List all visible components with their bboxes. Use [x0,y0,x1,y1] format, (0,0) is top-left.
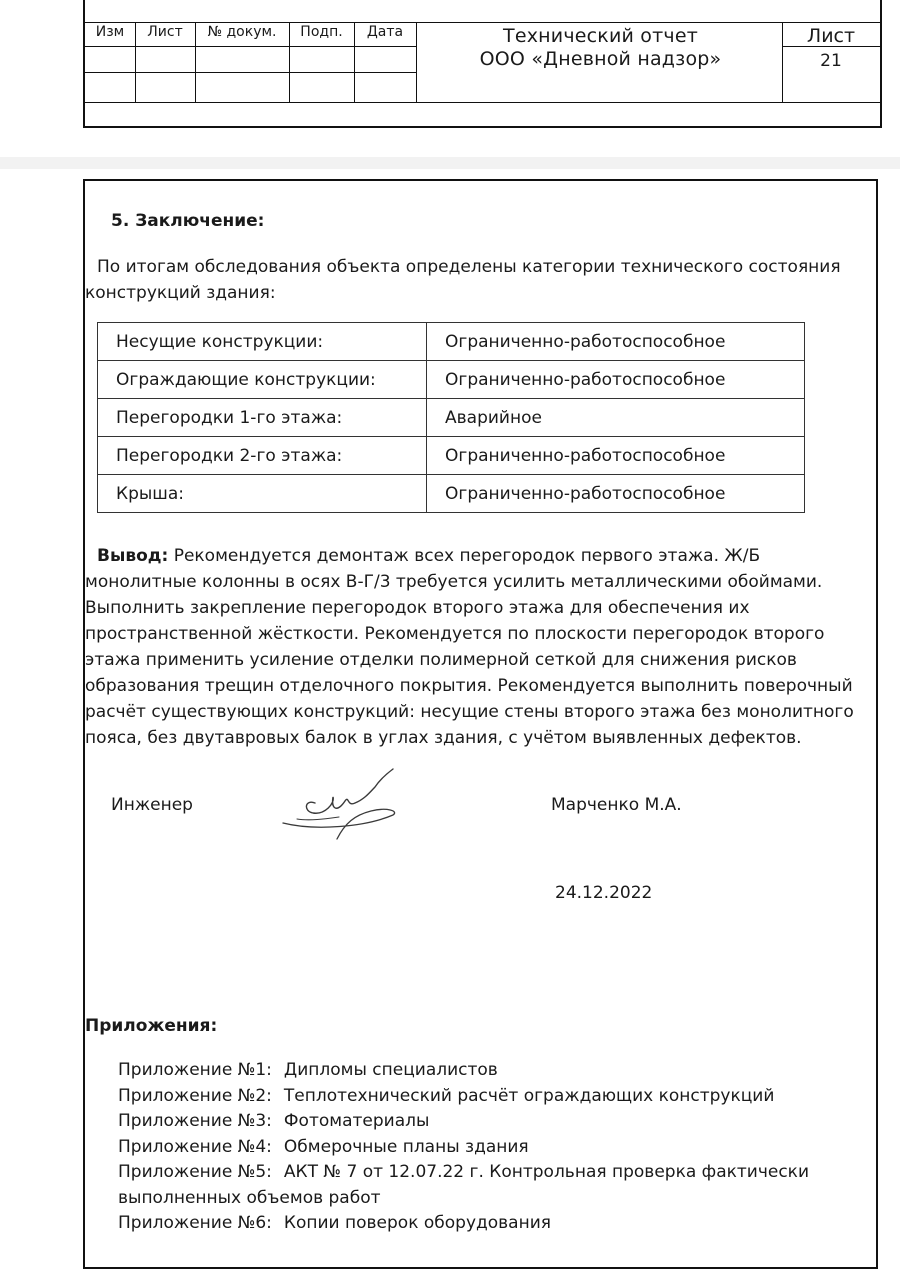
signer-role: Инженер [111,795,193,815]
stamp-header-signature: Подп. [300,24,343,40]
conclusion-text: пространственной жёсткости. Рекомендуется по плоскости перегородок второго [85,624,825,644]
previous-page-fragment [83,0,882,128]
conclusion-text: пояса, без двутавровых балок в углах здания, с учётом выявленных дефектов. [85,728,802,748]
document-title-line-1: Технический отчет [503,25,698,47]
list-item [118,1058,858,1084]
intro-line: конструкций здания: [85,283,276,303]
appendix-number: Приложение №5: [118,1162,272,1182]
appendix-text-continuation: выполненных объемов работ [118,1187,381,1208]
structure-cell: Перегородки 2-го этажа: [98,437,427,475]
appendices-title: Приложения: [85,1016,218,1036]
condition-cell: Аварийное [427,399,805,437]
condition-cell: Ограниченно-работоспособное [427,437,805,475]
intro-paragraph [85,254,845,306]
appendix-number: Приложение №6: [118,1213,272,1233]
list-item [118,1211,858,1237]
appendices-list [118,1058,858,1237]
condition-cell: Ограниченно-работоспособное [427,323,805,361]
appendix-text: Обмерочные планы здания [283,1136,529,1157]
title-block [85,22,880,103]
appendix-text: АКТ № 7 от 12.07.22 г. Контрольная проверка фактически [283,1162,809,1182]
appendix-number: Приложение №2: [118,1085,272,1106]
appendix-text: Дипломы специалистов [283,1060,498,1080]
list-item [118,1109,858,1135]
list-item [118,1160,858,1186]
conclusion-text: образования трещин отделочного покрытия. Рекомендуется выполнить поверочный [85,676,853,696]
report-page [83,179,878,1269]
appendix-number: Приложение №3: [118,1111,272,1131]
sheet-number: 21 [820,51,842,71]
conclusion-text: монолитные колонны в осях В-Г/3 требуется усилить металлическими обоймами. [85,572,823,592]
document-title [418,25,783,71]
appendix-number: Приложение №1: [118,1060,272,1080]
intro-line: По итогам обследования объекта определены категории технического состояния [97,257,841,277]
list-item [118,1084,858,1110]
signature-date: 24.12.2022 [555,883,653,903]
stamp-header-date: Дата [366,24,404,40]
conclusion-text: Выполнить закрепление перегородок второго этажа для обеспечения их [85,598,750,618]
structure-cell: Ограждающие конструкции: [98,361,427,399]
structure-cell: Крыша: [98,475,427,513]
stamp-header-sheet: Лист [147,24,183,40]
page-gap [0,157,900,169]
table-row [98,475,805,513]
conclusion-text: этажа применить усиление отделки полимерной сеткой для снижения рисков [85,650,797,670]
conclusion-label: Вывод: [97,546,169,566]
appendix-text: Фотоматериалы [283,1111,430,1131]
table-row [98,437,805,475]
conclusion-text: расчёт существующих конструкций: несущие стены второго этажа без монолитного [85,702,854,722]
appendix-text: Копии поверок оборудования [283,1213,551,1233]
conclusion-text: Рекомендуется демонтаж всех перегородок первого этажа. Ж/Б [173,546,761,566]
conclusion-paragraph [85,543,855,751]
section-title: 5. Заключение: [111,211,265,231]
structure-cell: Перегородки 1-го этажа: [98,399,427,437]
table-row [98,323,805,361]
handwritten-signature [275,761,405,841]
condition-cell: Ограниченно-работоспособное [427,361,805,399]
list-item [118,1135,858,1161]
structure-cell: Несущие конструкции: [98,323,427,361]
signer-name: Марченко М.А. [551,795,682,815]
appendix-text: Теплотехнический расчёт ограждающих конструкций [283,1085,775,1106]
table-row [98,399,805,437]
stamp-header-change: Изм [95,24,125,40]
table-row [98,361,805,399]
sheet-label: Лист [806,25,856,47]
document-title-line-2: ООО «Дневной надзор» [479,48,722,70]
condition-table [97,322,805,513]
condition-cell: Ограниченно-работоспособное [427,475,805,513]
stamp-header-doc-number: № докум. [207,24,277,40]
appendix-number: Приложение №4: [118,1136,272,1157]
